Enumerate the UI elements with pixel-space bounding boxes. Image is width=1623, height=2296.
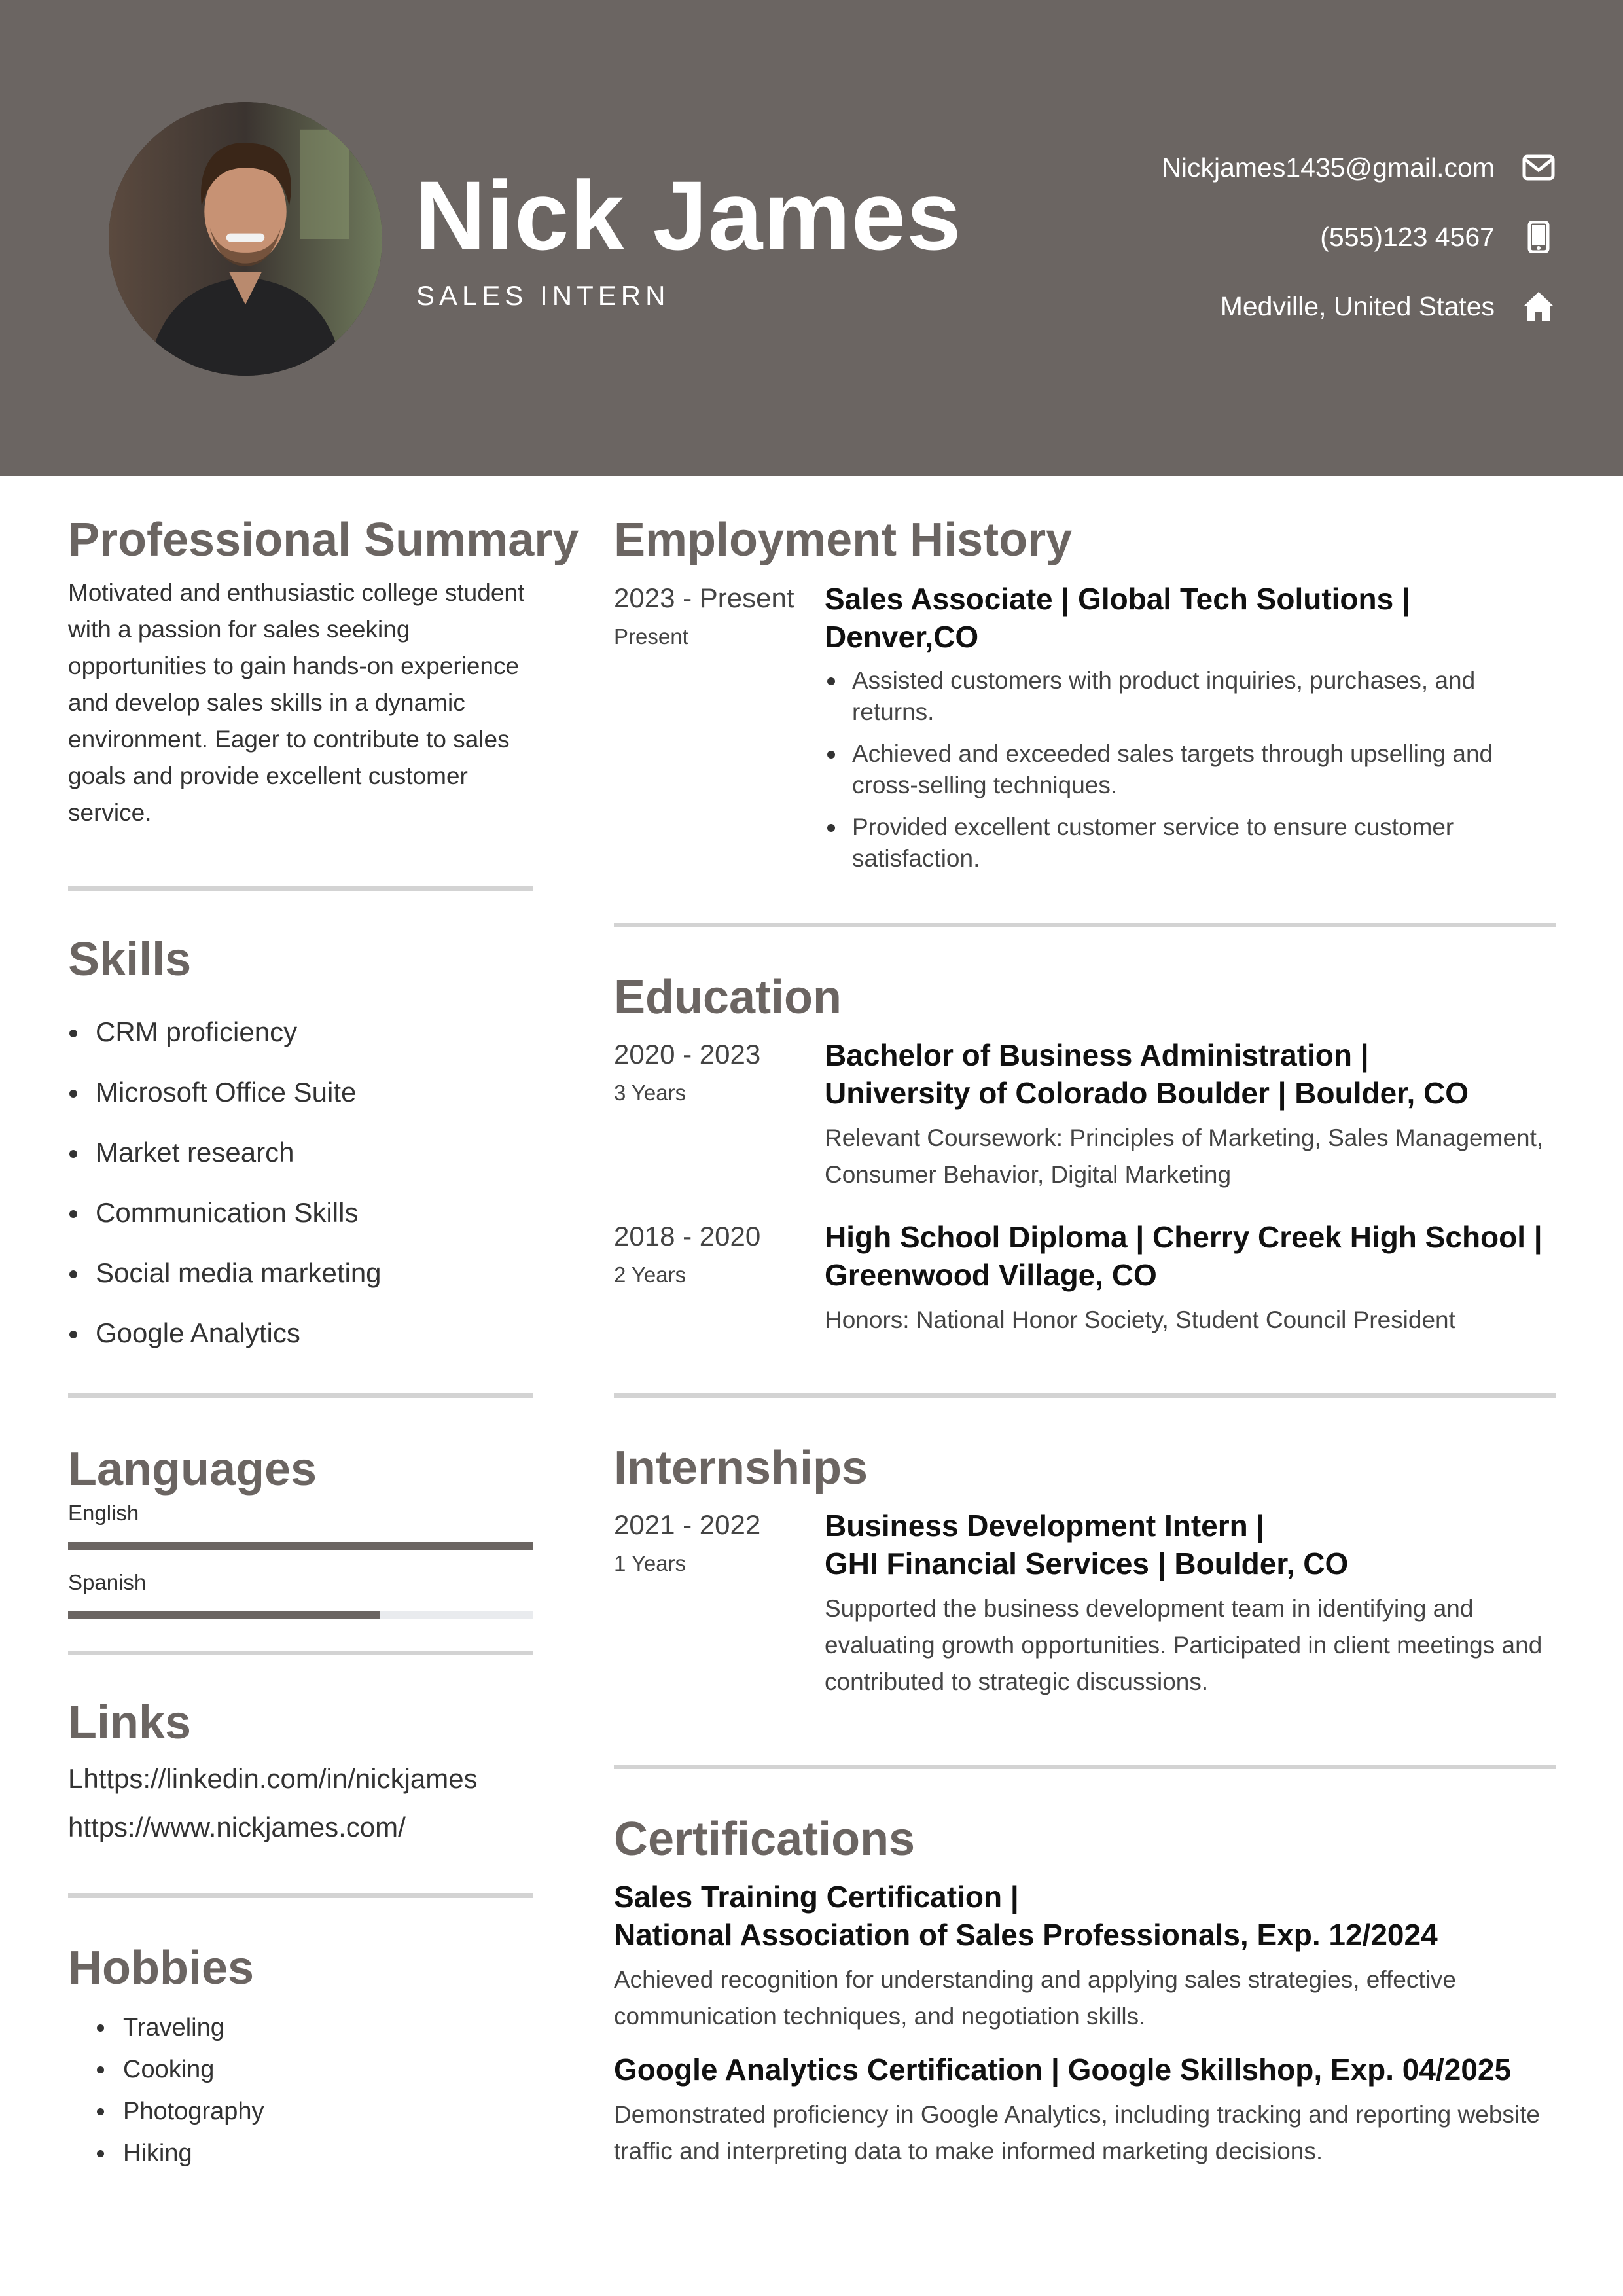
contact-email (1162, 149, 1556, 186)
entry-dates (614, 1218, 825, 1338)
mobile-phone-icon (1521, 219, 1556, 255)
language-level-fill (68, 1611, 380, 1619)
language-name: Spanish (68, 1570, 147, 1594)
links-heading: Links (68, 1696, 192, 1749)
school-title: University of Colorado Boulder | Boulder, CO (825, 1076, 1469, 1110)
language-level-fill (68, 1542, 533, 1550)
certification-entry (614, 2051, 1556, 2170)
skill-item: CRM proficiency (68, 1002, 533, 1062)
summary-text: Motivated and enthusiastic college student with a passion for sales seeking opportunities to gain hands-on experience and develop sales skills in a dynamic environment. Eager to contribute to sales goals and provide excellent customer service. (68, 579, 525, 826)
education-entry (614, 1036, 1556, 1193)
hobby-item: Traveling (96, 2007, 533, 2049)
resume-header (0, 0, 1623, 476)
duration: 3 Years (614, 1081, 687, 1105)
education-desc: Honors: National Honor Society, Student Council President (825, 1306, 1455, 1333)
language-level-bar (68, 1611, 533, 1619)
skill-item: Google Analytics (68, 1303, 533, 1363)
education-entry (614, 1218, 1556, 1338)
home-icon (1521, 289, 1556, 324)
skill-item: Social media marketing (68, 1243, 533, 1303)
hobby-item: Cooking (96, 2049, 533, 2090)
summary-heading: Professional Summary (68, 514, 579, 566)
entry-body (825, 580, 1556, 885)
phone-text[interactable]: (555)123 4567 (1320, 222, 1495, 252)
certification-entry (614, 1878, 1556, 2035)
job-bullet: Assisted customers with product inquiries, purchases, and returns. (825, 665, 1556, 728)
hobbies-list (68, 2007, 533, 2174)
duration: 1 Years (614, 1551, 687, 1575)
contact-location (1221, 288, 1556, 325)
internship-company: GHI Financial Services | Boulder, CO (825, 1547, 1349, 1581)
hobby-item: Photography (96, 2090, 533, 2132)
section-divider (614, 1393, 1556, 1398)
date-range: 2021 - 2022 (614, 1509, 761, 1540)
date-range: 2023 - Present (614, 583, 794, 613)
certification-title: Sales Training Certification | (614, 1880, 1019, 1914)
internship-desc: Supported the business development team in identifying and evaluating growth opportunities. Participated in client meetings and contributed to strategic discussions. (825, 1595, 1543, 1695)
date-range: 2018 - 2020 (614, 1221, 761, 1251)
right-column (614, 511, 1556, 2170)
contact-phone (1320, 219, 1556, 255)
degree-title: Bachelor of Business Administration | (825, 1038, 1369, 1072)
education-desc: Relevant Coursework: Principles of Marketing, Sales Management, Consumer Behavior, Digital Marketing (825, 1124, 1544, 1188)
certification-title: Google Analytics Certification | Google Skillshop, Exp. 04/2025 (614, 2053, 1512, 2087)
entry-body (825, 1507, 1556, 1700)
languages-heading: Languages (68, 1443, 317, 1496)
candidate-name: Nick James (415, 160, 962, 270)
certification-desc: Achieved recognition for understanding and applying sales strategies, effective communication techniques, and negotiation skills. (614, 1966, 1456, 2030)
section-divider (68, 1393, 533, 1398)
job-title: Sales Associate | Global Tech Solutions | Denver,CO (825, 582, 1410, 654)
candidate-role: SALES INTERN (416, 280, 670, 311)
website-link[interactable]: https://www.nickjames.com/ (68, 1812, 406, 1842)
internships-heading: Internships (614, 1442, 868, 1494)
employment-entry (614, 580, 1556, 885)
job-bullet: Provided excellent customer service to ensure customer satisfaction. (825, 812, 1556, 874)
section-divider (68, 886, 533, 891)
links-list (68, 1755, 533, 1852)
skill-item: Communication Skills (68, 1183, 533, 1243)
envelope-icon (1521, 150, 1556, 185)
employment-heading: Employment History (614, 514, 1073, 566)
entry-body (825, 1218, 1556, 1338)
entry-body (825, 1036, 1556, 1193)
certifications-heading: Certifications (614, 1813, 916, 1865)
job-bullet: Achieved and exceeded sales targets through upselling and cross-selling techniques. (825, 738, 1556, 801)
school-title: Greenwood Village, CO (825, 1258, 1157, 1292)
skills-heading: Skills (68, 933, 192, 986)
left-column (68, 511, 579, 2174)
duration: Present (614, 624, 688, 649)
location-text: Medville, United States (1220, 291, 1495, 321)
language-level-bar (68, 1542, 533, 1550)
education-heading: Education (614, 971, 842, 1024)
entry-dates (614, 580, 825, 885)
language-item (68, 1568, 533, 1619)
profile-photo (109, 102, 382, 376)
skills-list (68, 1002, 533, 1363)
job-bullets (825, 665, 1556, 874)
skill-item: Microsoft Office Suite (68, 1062, 533, 1122)
duration: 2 Years (614, 1263, 687, 1287)
skill-item: Market research (68, 1122, 533, 1183)
section-divider (614, 923, 1556, 927)
language-name: English (68, 1501, 139, 1525)
date-range: 2020 - 2023 (614, 1039, 761, 1069)
degree-title: High School Diploma | Cherry Creek High School | (825, 1220, 1543, 1254)
section-divider (68, 1651, 533, 1655)
hobby-item: Hiking (96, 2132, 533, 2174)
certification-desc: Demonstrated proficiency in Google Analytics, including tracking and reporting website traffic and interpreting data to make informed marketing decisions. (614, 2101, 1540, 2164)
entry-dates (614, 1507, 825, 1700)
linkedin-link[interactable]: Lhttps://linkedin.com/in/nickjames (68, 1763, 478, 1794)
internship-title: Business Development Intern | (825, 1509, 1265, 1543)
language-item (68, 1499, 533, 1550)
entry-dates (614, 1036, 825, 1193)
hobbies-heading: Hobbies (68, 1942, 255, 1994)
email-text[interactable]: Nickjames1435@gmail.com (1162, 152, 1495, 183)
internship-entry (614, 1507, 1556, 1700)
section-divider (614, 1765, 1556, 1769)
certification-issuer: National Association of Sales Professionals, Exp. 12/2024 (614, 1918, 1438, 1952)
section-divider (68, 1893, 533, 1898)
